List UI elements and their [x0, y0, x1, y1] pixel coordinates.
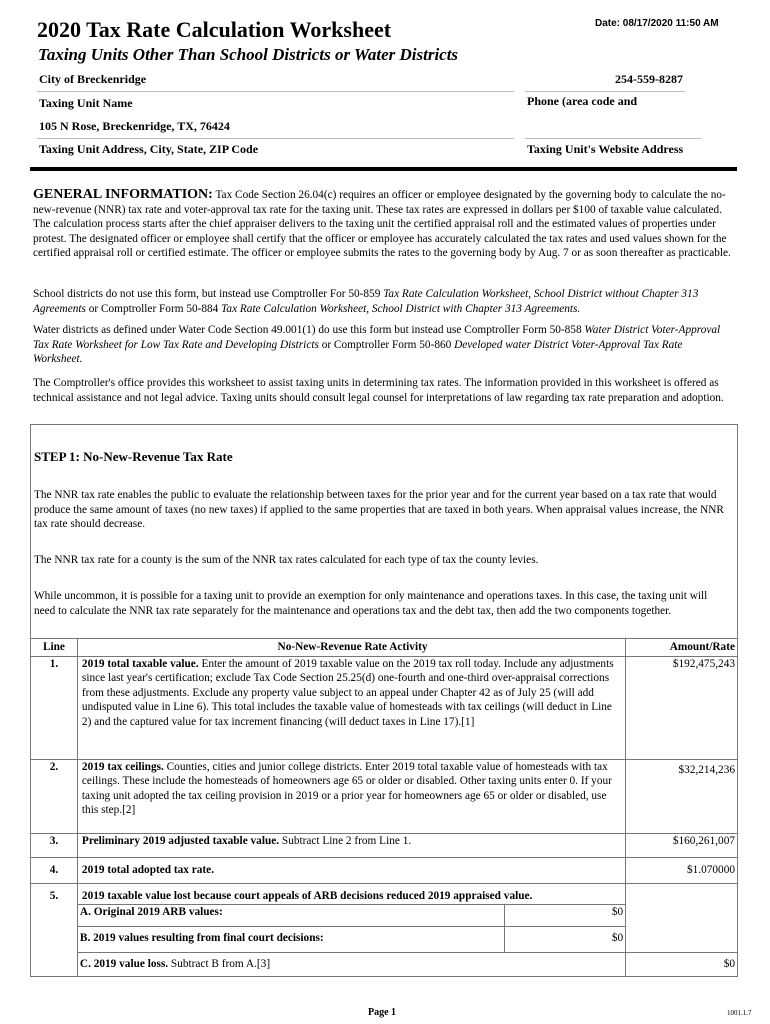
line-description — [77, 833, 625, 857]
form-number: 1001.1.7 — [727, 1009, 752, 1017]
subline-a-value: $0 — [505, 905, 626, 927]
line-description — [77, 656, 625, 759]
water-districts-paragraph — [33, 323, 733, 367]
line-description — [77, 759, 625, 833]
table-header-row — [31, 639, 738, 657]
step1-title: STEP 1: No-New-Revenue Tax Rate — [34, 449, 233, 464]
paragraph-text: or Comptroller Form 50-884 — [85, 302, 222, 315]
taxing-unit-address-label: Taxing Unit Address, City, State, ZIP Code — [39, 142, 259, 156]
line-text: Counties, cities and junior college districts. Enter 2019 total taxable value of homesteads with tax ceilings. These include the homesteads of homeowners age 65 or older or disabled. Other taxing units enter 0. If your taxing unit adopted the tax ceiling provision in 2019 or a prior year for homeowners age 65 or older or disabled, use this step.[2] — [81, 760, 612, 817]
line-number: 1. — [31, 656, 78, 759]
taxing-unit-name-value: City of Breckenridge — [39, 72, 147, 86]
page-number: Page 1 — [368, 1007, 397, 1018]
form-title-text: Tax Rate Calculation Worksheet, School District without Chapter 313 Agreements — [33, 288, 699, 315]
document-date: Date: 08/17/2020 11:50 AM — [595, 18, 719, 29]
taxing-unit-address-value: 105 N Rose, Breckenridge, TX, 76424 — [39, 119, 230, 133]
line-amount: $160,261,007 — [626, 833, 738, 857]
phone-label: Phone (area code and — [527, 94, 638, 108]
form-title-text: Developed water District Voter-Approval Tax Rate Worksheet. — [33, 338, 683, 366]
line-column-header: Line — [31, 639, 78, 657]
paragraph-text: Water districts as defined under Water Code Section 49.001(1) do use this form but instead use Comptroller Form 50-858 — [33, 324, 585, 336]
activity-column-header: No-New-Revenue Rate Activity — [77, 639, 625, 657]
general-information-heading: GENERAL INFORMATION: — [33, 187, 213, 202]
subline-b-label: B. 2019 values resulting from final court decisions: — [77, 927, 505, 953]
table-subrow — [31, 953, 738, 977]
table-row — [31, 656, 738, 759]
subline-b-value: $0 — [505, 927, 626, 953]
line-title: 2019 taxable value lost because court appeals of ARB decisions reduced 2019 appraised value. — [77, 883, 625, 905]
table-row — [31, 857, 738, 883]
line-title: 2019 total adopted tax rate. — [81, 863, 215, 876]
subline-c-text: Subtract B from A.[3] — [168, 958, 271, 971]
form-title-text: Water District Voter-Approval Tax Rate Worksheet for Low Tax Rate and Developing Districts — [33, 324, 721, 351]
table-row — [31, 883, 738, 905]
line-number: 3. — [31, 833, 78, 857]
line-amount: $192,475,243 — [626, 656, 738, 759]
worksheet-table — [30, 638, 738, 977]
divider — [525, 138, 701, 139]
website-label: Taxing Unit's Website Address — [527, 142, 684, 156]
page-title: 2020 Tax Rate Calculation Worksheet — [37, 17, 392, 42]
table-row — [31, 759, 738, 833]
line-title: Preliminary 2019 adjusted taxable value. — [81, 834, 280, 847]
divider — [37, 91, 514, 92]
paragraph-text: or Comptroller Form 50-860 — [318, 338, 455, 351]
line-text: Enter the amount of 2019 taxable value on the 2019 tax roll today. Include any adjustments since last year's certification; exclude Tax Code Section 25.25(d) one-fourth and one-third over-appraisal corrections from these adjustments. Exclude any property value subject to an appeal under Chapter 42 as of July 25 (will add undisputed value in Line 6). This total includes the taxable value of homesteads with tax ceilings (will deduct in Line 2) and the captured value for tax increment financing (will deduct taxes in Line 17).[1] — [81, 657, 614, 728]
step1-paragraph-2: The NNR tax rate for a county is the sum of the NNR tax rates calculated for each type of tax the county levies. — [34, 554, 539, 566]
table-row — [31, 833, 738, 857]
line-number: 4. — [31, 857, 78, 883]
line-title: 2019 total taxable value. — [81, 657, 199, 670]
line-number: 5. — [31, 883, 78, 977]
divider — [37, 138, 514, 139]
general-information-paragraph — [33, 188, 733, 261]
subline-c-title: C. 2019 value loss. — [79, 958, 169, 971]
line-description — [77, 857, 625, 883]
general-information-text: Tax Code Section 26.04(c) requires an officer or employee designated by the governing body to calculate the no-new-revenue (NNR) tax rate and voter-approval tax rate for the taxing unit. These tax rates are expressed in dollars per $100 of taxable value calculated. The calculation process starts after the chief appraiser delivers to the taxing unit the certified appraisal roll and the estimated values of properties under protest. The designated officer or employee shall certify that the officer or employee has accurately calculated the tax rates and used values shown for the certified appraisal roll or certified estimate. The officer or employee submits the rates to the governing body by Aug. 7 or as soon thereafter as practicable. — [33, 189, 731, 260]
subline-c-value: $0 — [626, 953, 738, 977]
paragraph-text: School districts do not use this form, but instead use Comptroller For 50-859 — [33, 288, 384, 300]
line-title: 2019 tax ceilings. — [81, 760, 164, 773]
comptroller-paragraph: The Comptroller's office provides this worksheet to assist taxing units in determining tax rates. The information provided in this worksheet is offered as technical assistance and not legal advice. Taxing units should consult legal counsel for interpretations of law regarding tax rate preparation and adoption. — [33, 377, 724, 404]
amount-column-header: Amount/Rate — [626, 639, 738, 657]
step1-paragraph-3: While uncommon, it is possible for a taxing unit to provide an exemption for only maintenance and operations taxes. In this case, the taxing unit will need to calculate the NNR tax rate separately for the maintenance and operations tax and the debt tax, then add the two components together. — [34, 590, 708, 617]
phone-value: 254-559-8287 — [615, 72, 683, 86]
line-number: 2. — [31, 759, 78, 833]
line-text: Subtract Line 2 from Line 1. — [279, 834, 412, 847]
form-title-text: Tax Rate Calculation Worksheet, School District with Chapter 313 Agreements. — [221, 302, 581, 315]
line-amount-empty — [626, 883, 738, 953]
taxing-unit-name-label: Taxing Unit Name — [39, 96, 133, 110]
subline-a-label: A. Original 2019 ARB values: — [77, 905, 505, 927]
line-amount: $1.070000 — [626, 857, 738, 883]
line-amount: $32,214,236 — [626, 759, 738, 833]
divider — [525, 91, 685, 92]
page-subtitle: Taxing Units Other Than School Districts or Water Districts — [38, 45, 459, 64]
subline-c-label — [77, 953, 625, 977]
section-divider — [30, 167, 737, 171]
step1-paragraph-1: The NNR tax rate enables the public to evaluate the relationship between taxes for the prior year and for the current year based on a tax rate that would produce the same amount of taxes (no new taxes) if applied to the same properties that are taxed in both years. When appraisal values increase, the NNR tax rate should decrease. — [34, 489, 724, 531]
school-districts-paragraph — [33, 287, 733, 316]
